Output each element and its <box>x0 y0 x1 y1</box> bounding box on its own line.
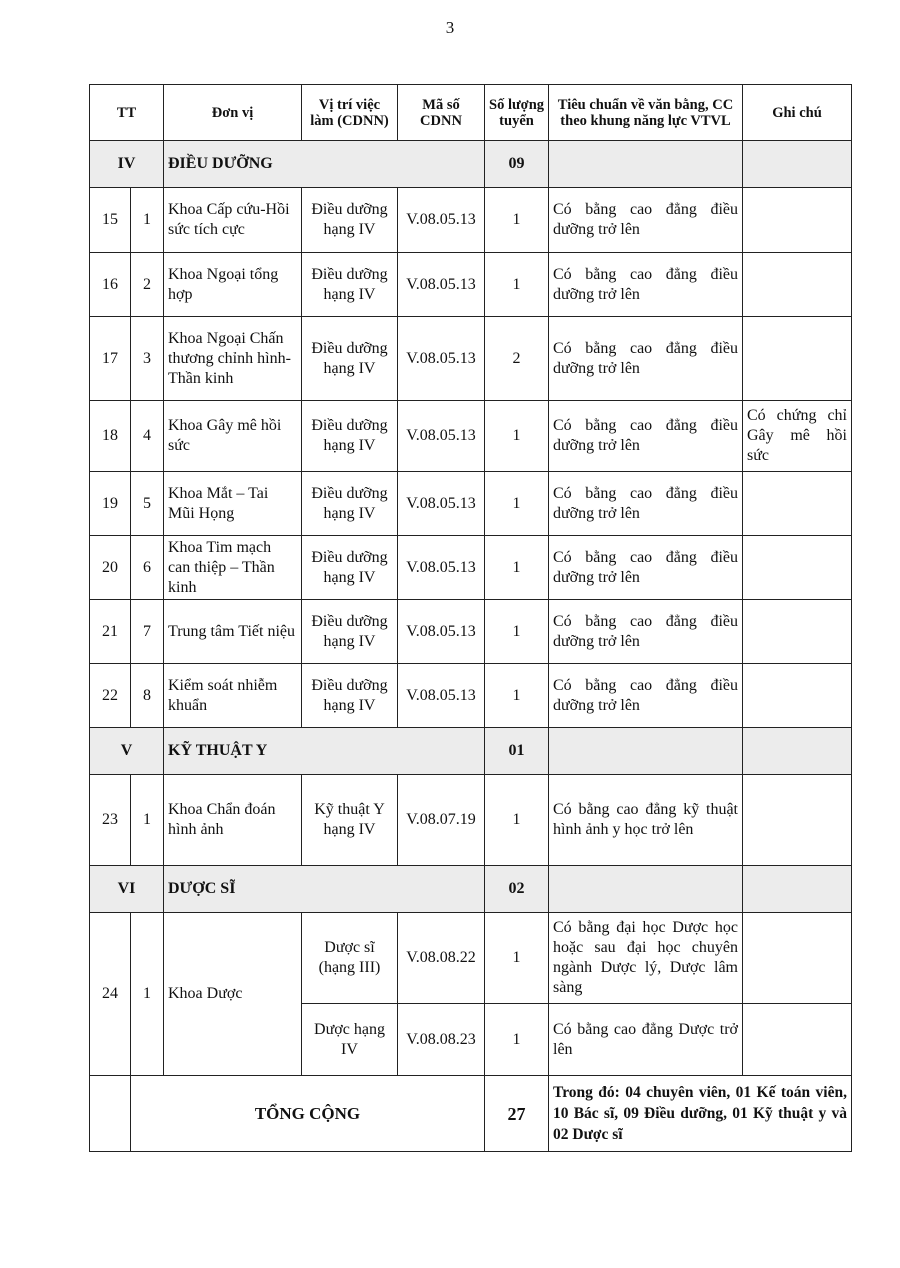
row-note <box>743 317 852 401</box>
row-code: V.08.05.13 <box>398 401 485 472</box>
table-row <box>90 401 852 472</box>
row-sub: 5 <box>131 472 164 536</box>
row-standard: Có bằng đại học Dược học hoặc sau đại học chuyên ngành Dược lý, Dược lâm sàng <box>549 913 743 1004</box>
section-title: DƯỢC SĨ <box>164 866 485 913</box>
section-roman: IV <box>90 141 164 188</box>
row-standard: Có bằng cao đẳng điều dưỡng trở lên <box>549 253 743 317</box>
table-row <box>90 253 852 317</box>
page-number: 3 <box>445 18 455 37</box>
row-qty: 1 <box>485 536 549 600</box>
row-standard: Có bằng cao đẳng điều dưỡng trở lên <box>549 188 743 253</box>
row-sub: 1 <box>131 913 164 1076</box>
row-sub: 6 <box>131 536 164 600</box>
row-note <box>743 913 852 1004</box>
header-note: Ghi chú <box>743 85 852 141</box>
row-note <box>743 600 852 664</box>
row-note <box>743 472 852 536</box>
row-standard: Có bằng cao đẳng điều dưỡng trở lên <box>549 664 743 728</box>
row-code: V.08.05.13 <box>398 472 485 536</box>
row-unit: Khoa Ngoại Chấn thương chỉnh hình-Thần kinh <box>164 317 302 401</box>
total-row <box>90 1076 852 1152</box>
row-qty: 1 <box>485 913 549 1004</box>
row-qty: 1 <box>485 600 549 664</box>
header-position: Vị trí việc làm (CDNN) <box>302 85 398 141</box>
section-row-iv <box>90 141 852 188</box>
row-qty: 1 <box>485 401 549 472</box>
row-position: Điều dưỡng hạng IV <box>302 188 398 253</box>
row-unit: Khoa Cấp cứu-Hồi sức tích cực <box>164 188 302 253</box>
total-count: 27 <box>485 1076 549 1152</box>
row-note <box>743 253 852 317</box>
section-roman: V <box>90 728 164 775</box>
section-title: KỸ THUẬT Y <box>164 728 485 775</box>
empty-cell <box>90 1076 131 1152</box>
total-note: Trong đó: 04 chuyên viên, 01 Kế toán viên, 10 Bác sĩ, 09 Điều dưỡng, 01 Kỹ thuật y và 02 Dược sĩ <box>549 1076 852 1152</box>
row-standard: Có bằng cao đẳng Dược trở lên <box>549 1004 743 1076</box>
table-row <box>90 188 852 253</box>
row-position: Điều dưỡng hạng IV <box>302 472 398 536</box>
row-code: V.08.07.19 <box>398 775 485 866</box>
table-row <box>90 600 852 664</box>
row-code: V.08.05.13 <box>398 317 485 401</box>
row-note: Có chứng chỉ Gây mê hồi sức <box>743 401 852 472</box>
row-position: Điều dưỡng hạng IV <box>302 317 398 401</box>
table-row <box>90 664 852 728</box>
row-standard: Có bằng cao đẳng điều dưỡng trở lên <box>549 536 743 600</box>
recruitment-table <box>89 84 852 1152</box>
row-position: Điều dưỡng hạng IV <box>302 253 398 317</box>
section-roman: VI <box>90 866 164 913</box>
table-row <box>90 317 852 401</box>
row-code: V.08.05.13 <box>398 664 485 728</box>
row-note <box>743 536 852 600</box>
table-row <box>90 536 852 600</box>
row-standard: Có bằng cao đẳng điều dưỡng trở lên <box>549 317 743 401</box>
row-no: 21 <box>90 600 131 664</box>
row-sub: 8 <box>131 664 164 728</box>
row-position: Điều dưỡng hạng IV <box>302 600 398 664</box>
row-qty: 2 <box>485 317 549 401</box>
row-position: Dược sĩ (hạng III) <box>302 913 398 1004</box>
total-label: TỔNG CỘNG <box>131 1076 485 1152</box>
row-position: Điều dưỡng hạng IV <box>302 664 398 728</box>
header-tt: TT <box>90 85 164 141</box>
empty-cell <box>549 866 743 913</box>
row-unit: Khoa Dược <box>164 913 302 1076</box>
row-no: 20 <box>90 536 131 600</box>
row-code: V.08.08.23 <box>398 1004 485 1076</box>
section-title: ĐIỀU DƯỠNG <box>164 141 485 188</box>
header-code: Mã số CDNN <box>398 85 485 141</box>
row-position: Điều dưỡng hạng IV <box>302 536 398 600</box>
row-qty: 1 <box>485 1004 549 1076</box>
row-qty: 1 <box>485 188 549 253</box>
row-unit: Khoa Chẩn đoán hình ảnh <box>164 775 302 866</box>
row-note <box>743 1004 852 1076</box>
section-count: 09 <box>485 141 549 188</box>
header-unit: Đơn vị <box>164 85 302 141</box>
empty-cell <box>549 728 743 775</box>
row-code: V.08.05.13 <box>398 188 485 253</box>
row-standard: Có bằng cao đẳng điều dưỡng trở lên <box>549 472 743 536</box>
row-standard: Có bằng cao đẳng điều dưỡng trở lên <box>549 401 743 472</box>
section-count: 02 <box>485 866 549 913</box>
row-no: 18 <box>90 401 131 472</box>
header-row <box>90 85 852 141</box>
row-note <box>743 775 852 866</box>
row-standard: Có bằng cao đẳng kỹ thuật hình ảnh y học trở lên <box>549 775 743 866</box>
row-sub: 4 <box>131 401 164 472</box>
row-no: 23 <box>90 775 131 866</box>
header-standard: Tiêu chuẩn về văn bằng, CC theo khung năng lực VTVL <box>549 85 743 141</box>
row-code: V.08.05.13 <box>398 536 485 600</box>
row-sub: 3 <box>131 317 164 401</box>
row-no: 15 <box>90 188 131 253</box>
row-unit: Khoa Tim mạch can thiệp – Thần kinh <box>164 536 302 600</box>
row-unit: Khoa Mắt – Tai Mũi Họng <box>164 472 302 536</box>
empty-cell <box>743 866 852 913</box>
row-unit: Trung tâm Tiết niệu <box>164 600 302 664</box>
section-row-vi <box>90 866 852 913</box>
empty-cell <box>743 141 852 188</box>
row-code: V.08.08.22 <box>398 913 485 1004</box>
row-qty: 1 <box>485 664 549 728</box>
row-sub: 1 <box>131 775 164 866</box>
table-row <box>90 913 852 1004</box>
row-unit: Khoa Ngoại tổng hợp <box>164 253 302 317</box>
row-sub: 2 <box>131 253 164 317</box>
row-no: 16 <box>90 253 131 317</box>
table-row <box>90 472 852 536</box>
row-no: 17 <box>90 317 131 401</box>
row-sub: 1 <box>131 188 164 253</box>
row-unit: Khoa Gây mê hồi sức <box>164 401 302 472</box>
row-qty: 1 <box>485 253 549 317</box>
row-code: V.08.05.13 <box>398 253 485 317</box>
row-position: Kỹ thuật Y hạng IV <box>302 775 398 866</box>
row-position: Điều dưỡng hạng IV <box>302 401 398 472</box>
row-sub: 7 <box>131 600 164 664</box>
section-count: 01 <box>485 728 549 775</box>
empty-cell <box>549 141 743 188</box>
row-no: 24 <box>90 913 131 1076</box>
row-standard: Có bằng cao đẳng điều dưỡng trở lên <box>549 600 743 664</box>
row-qty: 1 <box>485 775 549 866</box>
row-position: Dược hạng IV <box>302 1004 398 1076</box>
row-code: V.08.05.13 <box>398 600 485 664</box>
header-quantity: Số lượng tuyển <box>485 85 549 141</box>
row-note <box>743 188 852 253</box>
row-no: 22 <box>90 664 131 728</box>
empty-cell <box>743 728 852 775</box>
table-row <box>90 775 852 866</box>
section-row-v <box>90 728 852 775</box>
row-unit: Kiểm soát nhiễm khuẩn <box>164 664 302 728</box>
row-qty: 1 <box>485 472 549 536</box>
row-no: 19 <box>90 472 131 536</box>
row-note <box>743 664 852 728</box>
